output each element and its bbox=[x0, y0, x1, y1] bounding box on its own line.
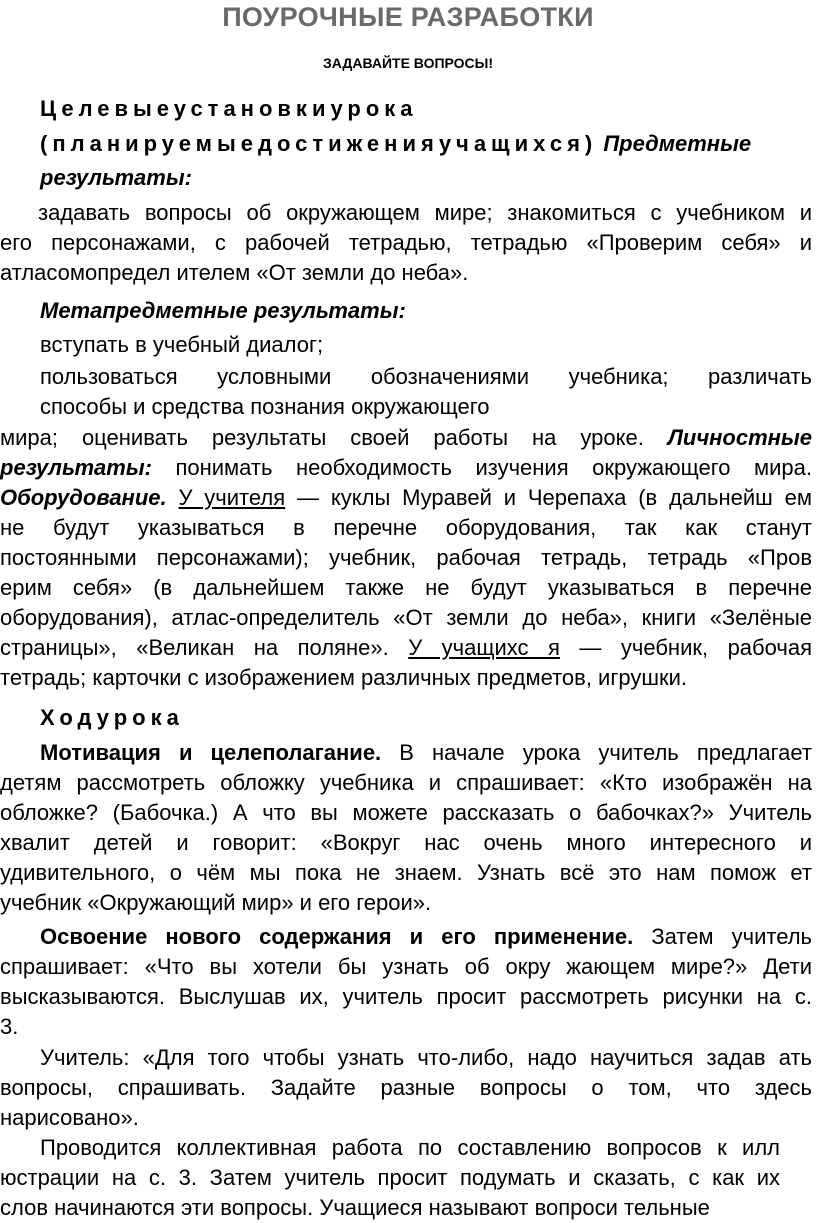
motivation-line: хвалит детей и говорит: «Вокруг нас очень много интересного и bbox=[0, 830, 812, 855]
lesson-heading: Ходурока bbox=[40, 705, 184, 730]
subject-text-line: атласомопредел ителем «От земли до неба». bbox=[0, 260, 469, 285]
meta-item-end: мира; оценивать результаты своей работы на уроке. bbox=[0, 425, 644, 450]
mastery-line: высказываются. Выслушав их, учитель просит рассмотреть рисунки на с. bbox=[0, 984, 812, 1009]
students-label: У учащихс я bbox=[408, 635, 560, 660]
mastery-line: 3. bbox=[0, 1014, 19, 1039]
motivation-text: В начале урока учитель предлагает bbox=[399, 740, 812, 765]
teacher-speech-line: Учитель: «Для того чтобы узнать что-либо, надо научиться задав ать bbox=[40, 1045, 812, 1070]
personal-line bbox=[0, 423, 812, 453]
teacher-speech-line: вопросы, спрашивать. Задайте разные вопросы о том, что здесь bbox=[0, 1075, 812, 1100]
motivation-line: детям рассмотреть обложку учебника и спрашивает: «Кто изображён на bbox=[0, 770, 812, 795]
motivation-line bbox=[40, 738, 812, 768]
mastery-line bbox=[40, 922, 812, 952]
equipment-teacher-text: — куклы Муравей и Черепаха (в дальнейш ем bbox=[297, 485, 812, 510]
students-equipment: — учебник, рабочая bbox=[579, 635, 812, 660]
collective-line: юстрации на с. 3. Затем учитель просит подумать и сказать, с как их bbox=[0, 1165, 780, 1190]
subject-text-line: задавать вопросы об окружающем мире; знакомиться с учебником и bbox=[38, 200, 812, 225]
subject-results-label: Предметные bbox=[603, 131, 752, 156]
equipment-books: страницы», «Великан на поляне». bbox=[0, 635, 389, 660]
equipment-line: тетрадь; карточки с изображением различных предметов, игрушки. bbox=[0, 665, 688, 690]
teacher-speech-line: нарисовано». bbox=[0, 1105, 139, 1130]
teacher-label: У учителя bbox=[178, 485, 286, 510]
motivation-line: обложке? (Бабочка.) А что вы можете рассказать о бабочках?» Учитель bbox=[0, 800, 812, 825]
goals-heading-line2 bbox=[40, 129, 751, 159]
meta-item: пользоваться условными обозначениями учебника; различать bbox=[40, 364, 812, 389]
mastery-label: Освоение нового содержания и его применение. bbox=[40, 924, 634, 949]
personal-line bbox=[0, 453, 812, 483]
meta-item: вступать в учебный диалог; bbox=[40, 332, 324, 357]
equipment-line: ерим себя» (в дальнейшем также не будут указываться в перечне bbox=[0, 575, 812, 600]
page-subtitle: ЗАДАВАЙТЕ ВОПРОСЫ! bbox=[322, 55, 494, 71]
goals-heading: Целевыеустановкиурока bbox=[40, 96, 418, 121]
motivation-line: удивительного, о чём мы пока не знаем. Узнать всё это нам помож ет bbox=[0, 860, 812, 885]
equipment-label: Оборудование. bbox=[0, 485, 167, 510]
mastery-line: спрашивает: «Что вы хотели бы узнать об окру жающем мире?» Дети bbox=[0, 954, 812, 979]
personal-results-label-cont: результаты: bbox=[0, 455, 152, 480]
motivation-label: Мотивация и целеполагание. bbox=[40, 740, 382, 765]
subject-results-label-cont: результаты: bbox=[40, 165, 192, 190]
personal-results-text: понимать необходимость изучения окружающего мира. bbox=[175, 455, 812, 480]
equipment-line: оборудования), атлас-определитель «От земли до неба», книги «Зелёные bbox=[0, 605, 812, 630]
mastery-text: Затем учитель bbox=[651, 924, 812, 949]
equipment-line bbox=[0, 483, 812, 513]
motivation-line: учебник «Окружающий мир» и его герои». bbox=[0, 890, 432, 915]
equipment-line bbox=[0, 633, 812, 663]
collective-line: слов начинаются эти вопросы. Учащиеся называют вопроси тельные bbox=[0, 1195, 710, 1220]
page-title: ПОУРОЧНЫЕ РАЗРАБОТКИ bbox=[222, 2, 594, 32]
subject-text-line: его персонажами, с рабочей тетрадью, тетрадью «Проверим себя» и bbox=[0, 230, 812, 255]
meta-results-label: Метапредметные результаты: bbox=[40, 298, 406, 323]
collective-line: Проводится коллективная работа по составлению вопросов к илл bbox=[40, 1135, 780, 1160]
goals-heading-planned: (планируемыедостиженияучащихся) bbox=[40, 131, 598, 156]
equipment-line: не будут указываться в перечне оборудования, так как станут bbox=[0, 515, 812, 540]
meta-item-cont: способы и средства познания окружающего bbox=[40, 394, 490, 419]
personal-results-label: Личностные bbox=[667, 425, 812, 450]
equipment-line: постоянными персонажами); учебник, рабочая тетрадь, тетрадь «Пров bbox=[0, 545, 812, 570]
